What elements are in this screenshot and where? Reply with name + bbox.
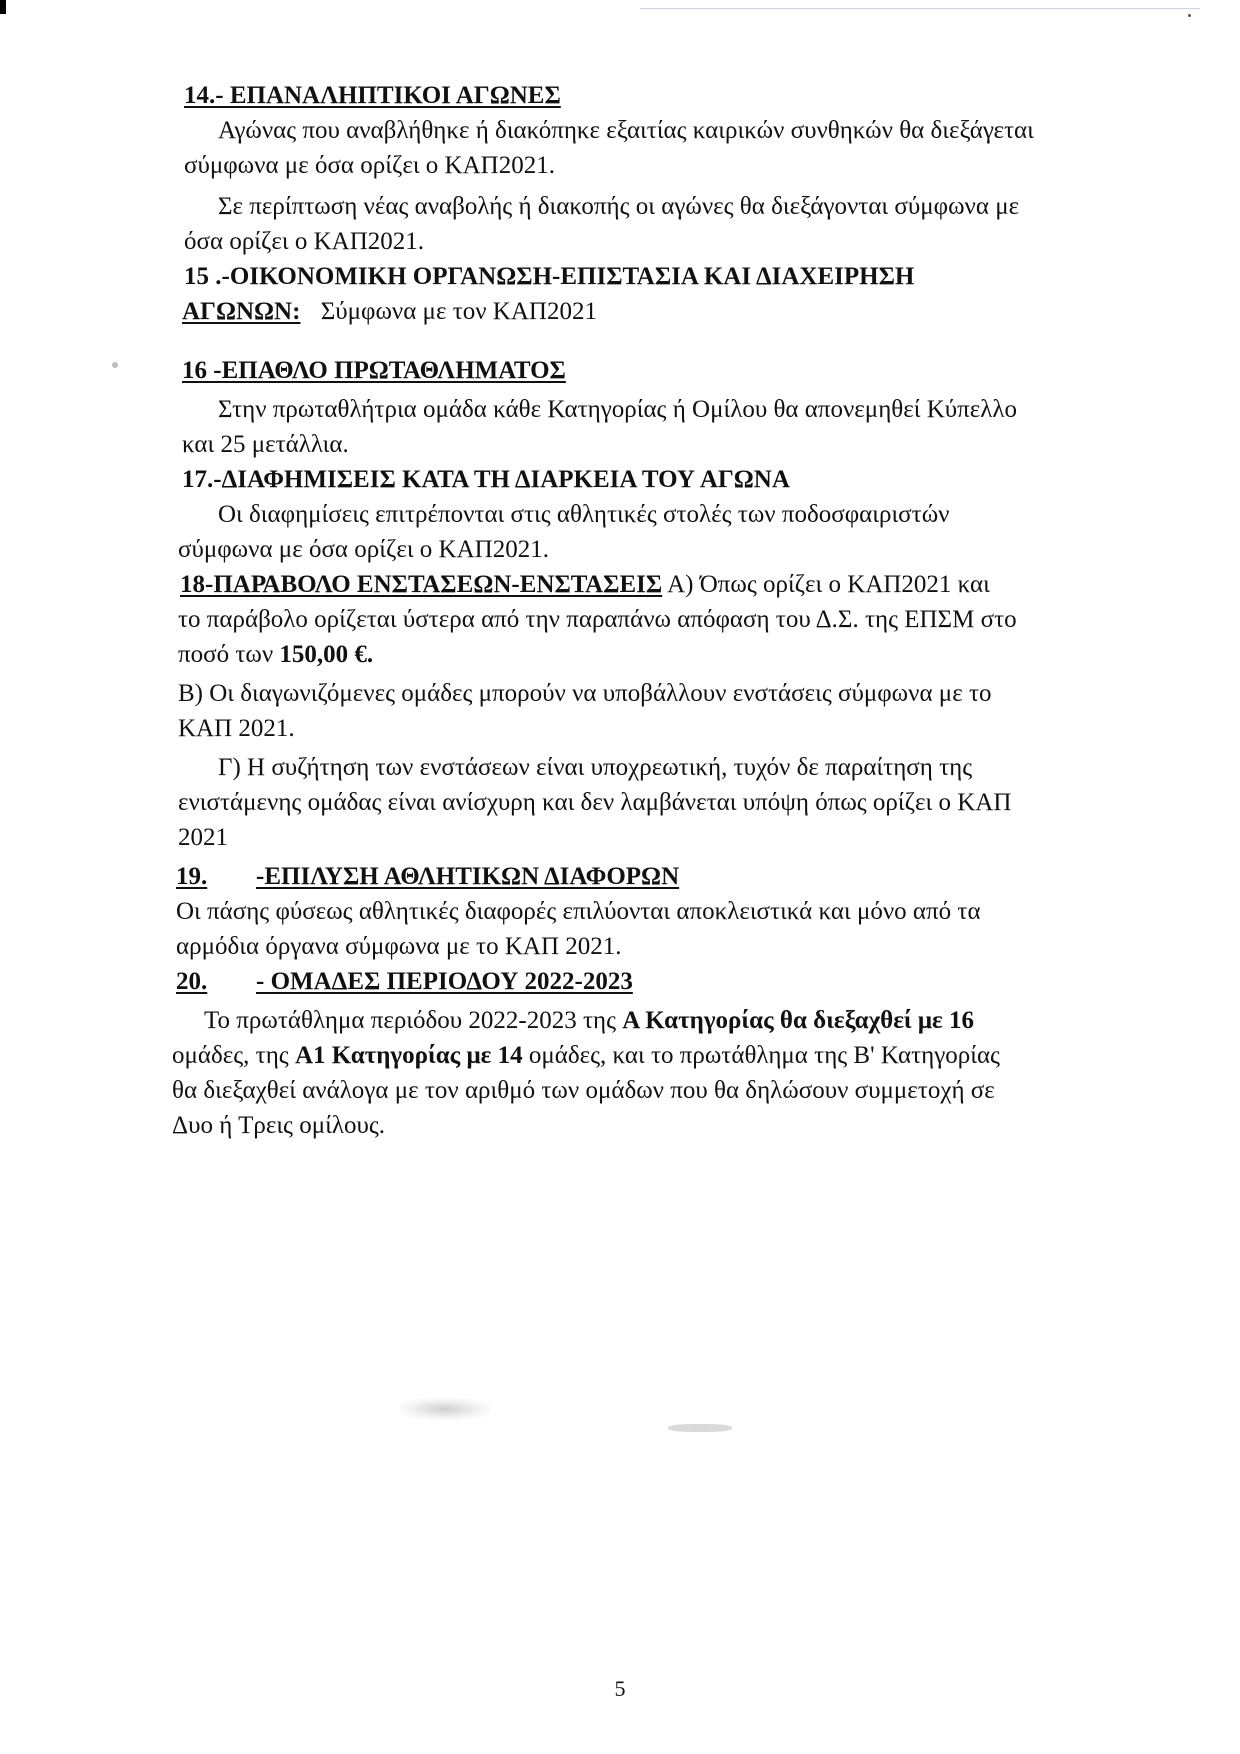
section-16-title: 16 -ΕΠΑΘΛΟ ΠΡΩΤΑΘΛΗΜΑΤΟΣ	[182, 357, 566, 384]
paragraph-line: Γ) Η συζήτηση των ενστάσεων είναι υποχρεωτική, τυχόν δε παραίτηση της	[218, 754, 973, 781]
paragraph-line: αρμόδια όργανα σύμφωνα με το ΚΑΠ 2021.	[176, 933, 622, 960]
section-15-title: 15 .-ΟΙΚΟΝΟΜΙΚΗ ΟΡΓΑΝΩΣΗ-ΕΠΙΣΤΑΣΙΑ ΚΑΙ ΔΙΑΧΕΙΡΗΣΗ	[184, 263, 915, 290]
page-number: 5	[614, 1676, 626, 1701]
document-body	[172, 78, 1176, 1143]
scan-artifact-line	[640, 8, 1200, 9]
section-14-title: 14.- ΕΠΑΝΑΛΗΠΤΙΚΟΙ ΑΓΩΝΕΣ	[184, 82, 561, 109]
paragraph-line: όσα ορίζει ο ΚΑΠ2021.	[184, 228, 425, 255]
section-19-number: 19.	[176, 863, 208, 890]
section-20-number: 20.	[176, 968, 208, 995]
scan-edge-mark	[0, 0, 6, 14]
paragraph-line: το παράβολο ορίζεται ύστερα από την παραπάνω απόφαση του Δ.Σ. της ΕΠΣΜ στο	[178, 606, 1017, 633]
paragraph-line: και 25 μετάλλια.	[182, 431, 349, 458]
paragraph-line: Αγώνας που αναβλήθηκε ή διακόπηκε εξαιτίας καιρικών συνθηκών θα διεξάγεται	[218, 117, 1034, 144]
paragraph-line: ενιστάμενης ομάδας είναι ανίσχυρη και δεν λαμβάνεται υπόψη όπως ορίζει ο ΚΑΠ	[178, 789, 1012, 816]
paragraph-text: ομάδες, και το πρωτάθλημα της Β' Κατηγορίας	[522, 1042, 1000, 1069]
paragraph-line: Οι διαφημίσεις επιτρέπονται στις αθλητικές στολές των ποδοσφαιριστών	[218, 501, 950, 528]
paragraph-line: Σε περίπτωση νέας αναβολής ή διακοπής οι αγώνες θα διεξάγονται σύμφωνα με	[218, 193, 1020, 220]
paragraph-line: σύμφωνα με όσα ορίζει ο ΚΑΠ2021.	[184, 152, 555, 179]
section-19-title: -ΕΠΙΛΥΣΗ ΑΘΛΗΤΙΚΩΝ ΔΙΑΦΟΡΩΝ	[256, 863, 680, 890]
paragraph-line: 2021	[178, 824, 228, 851]
paragraph-line: Στην πρωταθλήτρια ομάδα κάθε Κατηγορίας ή Ομίλου θα απονεμηθεί Κύπελλο	[218, 396, 1018, 423]
section-18-title: 18-ΠΑΡΑΒΟΛΟ ΕΝΣΤΑΣΕΩΝ-ΕΝΣΤΑΣΕΙΣ	[180, 571, 663, 598]
paragraph-bold-text: Α Κατηγορίας θα διεξαχθεί με 16	[622, 1007, 974, 1034]
paragraph-line: θα διεξαχθεί ανάλογα με τον αριθμό των ομάδων που θα δηλώσουν συμμετοχή σε	[172, 1077, 995, 1104]
scan-artifact-dot	[1188, 14, 1191, 17]
fee-amount: 150,00 €.	[279, 641, 374, 668]
section-15-title-continued: ΑΓΩΝΩΝ:	[182, 298, 301, 325]
paragraph-line: Δυο ή Τρεις ομίλους.	[172, 1112, 385, 1139]
scan-artifact-dot	[112, 362, 118, 368]
paragraph-line: ΚΑΠ 2021.	[178, 715, 295, 742]
scan-smudge	[668, 1424, 732, 1432]
scan-smudge	[400, 1398, 490, 1420]
paragraph-line: Β) Οι διαγωνιζόμενες ομάδες μπορούν να υποβάλλουν ενστάσεις σύμφωνα με το	[178, 680, 992, 707]
paragraph-text: Σύμφωνα με τον ΚΑΠ2021	[320, 298, 597, 325]
paragraph-line: σύμφωνα με όσα ορίζει ο ΚΑΠ2021.	[178, 536, 549, 563]
paragraph-bold-text: Α1 Κατηγορίας με 14	[294, 1042, 523, 1069]
paragraph-line: Οι πάσης φύσεως αθλητικές διαφορές επιλύονται αποκλειστικά και μόνο από τα	[176, 898, 981, 925]
paragraph-text: Το πρωτάθλημα περιόδου 2022-2023 της	[204, 1007, 623, 1034]
section-20-title: - ΟΜΑΔΕΣ ΠΕΡΙΟΔΟΥ 2022-2023	[256, 968, 633, 995]
paragraph-text: ποσό των	[178, 641, 280, 668]
paragraph-text: ομάδες, της	[172, 1042, 295, 1069]
section-17-title: 17.-ΔΙΑΦΗΜΙΣΕΙΣ ΚΑΤΑ ΤΗ ΔΙΑΡΚΕΙΑ ΤΟΥ ΑΓΩΝΑ	[182, 466, 790, 493]
paragraph-text: Α) Όπως ορίζει ο ΚΑΠ2021 και	[662, 571, 990, 598]
